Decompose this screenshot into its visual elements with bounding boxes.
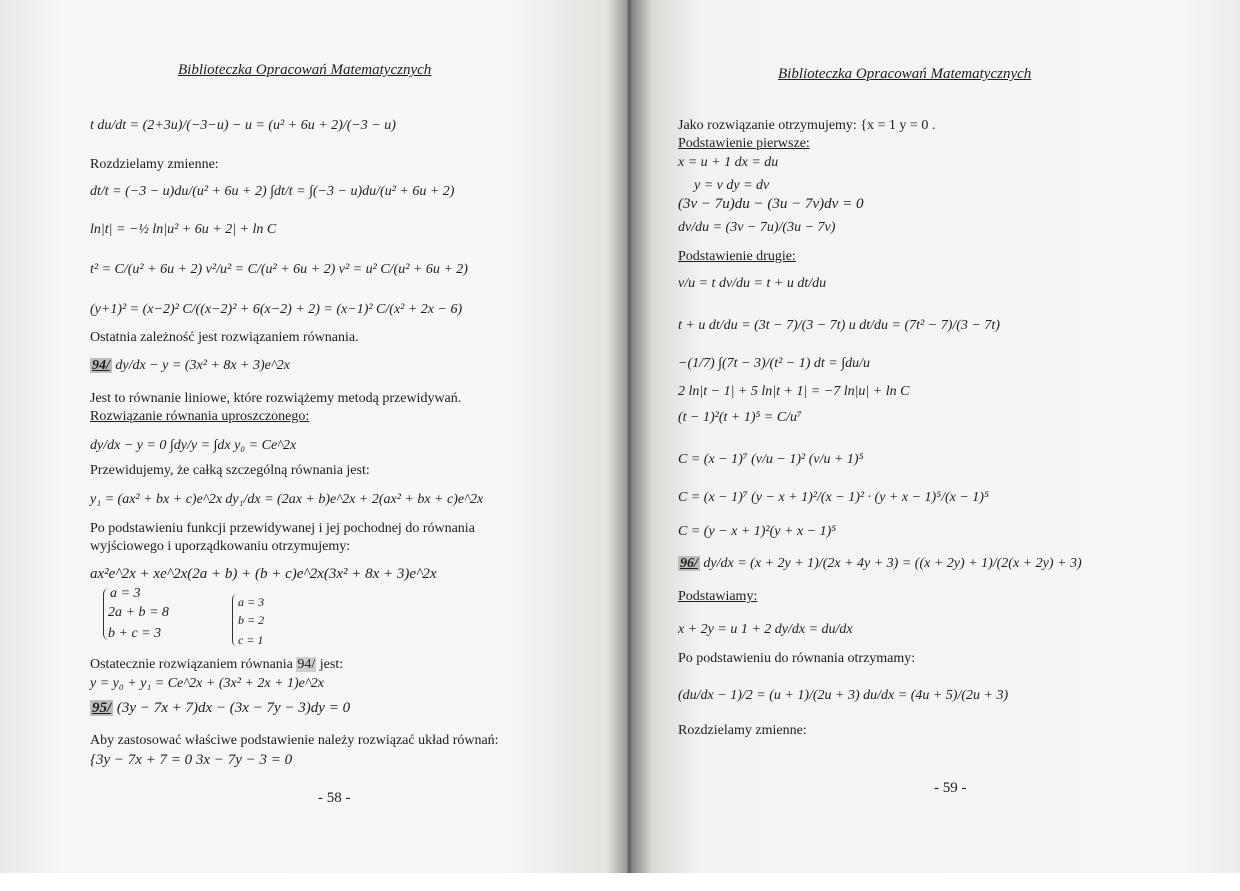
system-line: a = 3 (110, 586, 141, 601)
text-line: Jest to równanie liniowe, które rozwiążemy metodą przewidywań. (90, 391, 462, 406)
equation-line: C = (y − x + 1)²(y + x − 1)⁵ (678, 524, 837, 539)
equation-line: v/u = t dv/du = t + u dt/du (678, 276, 827, 291)
section-heading: Rozwiązanie równania uproszczonego: (90, 409, 310, 424)
problem-number-95: 95/ (92, 700, 112, 716)
equation-text: (3y − 7x + 7)dx − (3x − 7y − 3)dy = 0 (116, 700, 351, 716)
equation-line: dv/du = (3v − 7u)/(3u − 7v) (678, 220, 836, 235)
equation-text: dy/dx = (x + 2y + 1)/(2x + 4y + 3) = ((x + 2y) + 1)/(2(x + 2y) + 3) (703, 556, 1082, 571)
equation-line: y = v dy = dv (694, 178, 770, 193)
system-line: a = 3 (238, 595, 265, 609)
equation-line: (du/dx − 1)/2 = (u + 1)/(2u + 3) du/dx = (4u + 5)/(2u + 3) (678, 688, 1009, 703)
equation-line: (t − 1)²(t + 1)⁵ = C/u⁷ (678, 410, 802, 425)
equation-line: ln|t| = −½ ln|u² + 6u + 2| + ln C (90, 222, 277, 237)
equation-text: dy/dx − y = (3x² + 8x + 3)e^2x (115, 358, 290, 373)
problem-number-96: 96/ (680, 556, 698, 571)
equation-line: C = (x − 1)⁷ (v/u − 1)² (v/u + 1)⁵ (678, 452, 864, 467)
equation-line (678, 556, 1082, 572)
text-line: Ostatnia zależność jest rozwiązaniem równania. (90, 330, 359, 345)
section-heading: Podstawienie drugie: (678, 249, 796, 264)
problem-reference-94: 94/ (297, 657, 316, 672)
equation-line: C = (x − 1)⁷ (y − x + 1)²/(x − 1)² · (y + x − 1)⁵/(x − 1)⁵ (678, 490, 989, 505)
system-line: 2a + b = 8 (108, 605, 169, 620)
text-line: Po podstawieniu funkcji przewidywanej i jej pochodnej do równania (90, 521, 475, 536)
equation-line: (3v − 7u)du − (3u − 7v)dv = 0 (678, 196, 864, 212)
equation-line: (y+1)² = (x−2)² C/((x−2)² + 6(x−2) + 2) = (x−1)² C/(x² + 2x − 6) (90, 302, 463, 317)
system-brace (232, 594, 238, 646)
system-brace (103, 588, 110, 640)
equation-line: t du/dt = (2+3u)/(−3−u) − u = (u² + 6u + 2)/(−3 − u) (90, 118, 396, 133)
scan-bottom-margin (0, 873, 1240, 891)
problem-number-94: 94/ (92, 358, 110, 373)
equation-line: t + u dt/du = (3t − 7)/(3 − 7t) u dt/du = (7t² − 7)/(3 − 7t) (678, 318, 1000, 333)
left-page-number: - 58 - (318, 790, 351, 806)
equation-line (90, 358, 290, 374)
text-line: Aby zastosować właściwe podstawienie należy rozwiązać układ równań: (90, 733, 499, 748)
equation-line: t² = C/(u² + 6u + 2) v²/u² = C/(u² + 6u + 2) v² = u² C/(u² + 6u + 2) (90, 262, 468, 277)
system-line: b + c = 3 (108, 626, 162, 641)
equation-line: 2 ln|t − 1| + 5 ln|t + 1| = −7 ln|u| + ln C (678, 384, 910, 399)
right-page-number: - 59 - (934, 780, 967, 796)
equation-line: x + 2y = u 1 + 2 dy/dx = du/dx (678, 622, 853, 637)
text-line: Jako rozwiązanie otrzymujemy: {x = 1 y = 0 . (678, 118, 936, 133)
right-page-header: Biblioteczka Opracowań Matematycznych (778, 66, 1032, 82)
text-line: Po podstawieniu do równania otrzymamy: (678, 651, 916, 666)
equation-line: y = y₀ + y₁ = Ce^2x + (3x² + 2x + 1)e^2x (90, 676, 325, 691)
equation-line: dy/dx − y = 0 ∫dy/y = ∫dx y₀ = Ce^2x (90, 438, 297, 453)
system-line: b = 2 (238, 613, 265, 627)
text-line: Rozdzielamy zmienne: (678, 723, 807, 738)
section-heading: Podstawienie pierwsze: (678, 136, 810, 151)
text-line: Ostatecznie rozwiązaniem równania 94/ jest: (90, 657, 344, 672)
equation-line: x = u + 1 dx = du (678, 155, 779, 170)
equation-line: ax²e^2x + xe^2x(2a + b) + (b + c)e^2x(3x² + 8x + 3)e^2x (90, 566, 437, 582)
section-heading: Podstawiamy: (678, 589, 758, 604)
system-line: c = 1 (238, 633, 264, 647)
right-page (628, 0, 1240, 891)
text-line: Przewidujemy, że całką szczególną równania jest: (90, 463, 370, 478)
equation-line: y₁ = (ax² + bx + c)e^2x dy₁/dx = (2ax + b)e^2x + 2(ax² + bx + c)e^2x (90, 492, 484, 507)
left-page-header: Biblioteczka Opracowań Matematycznych (178, 62, 432, 78)
equation-line: −(1/7) ∫(7t − 3)/(t² − 1) dt = ∫du/u (678, 356, 870, 371)
equation-line: {3y − 7x + 7 = 0 3x − 7y − 3 = 0 (90, 752, 293, 768)
text-line: Rozdzielamy zmienne: (90, 157, 219, 172)
equation-line: dt/t = (−3 − u)du/(u² + 6u + 2) ∫dt/t = ∫(−3 − u)du/(u² + 6u + 2) (90, 184, 455, 199)
equation-line (90, 700, 350, 716)
text-line: wyjściowego i uporządkowaniu otrzymujemy: (90, 539, 351, 554)
